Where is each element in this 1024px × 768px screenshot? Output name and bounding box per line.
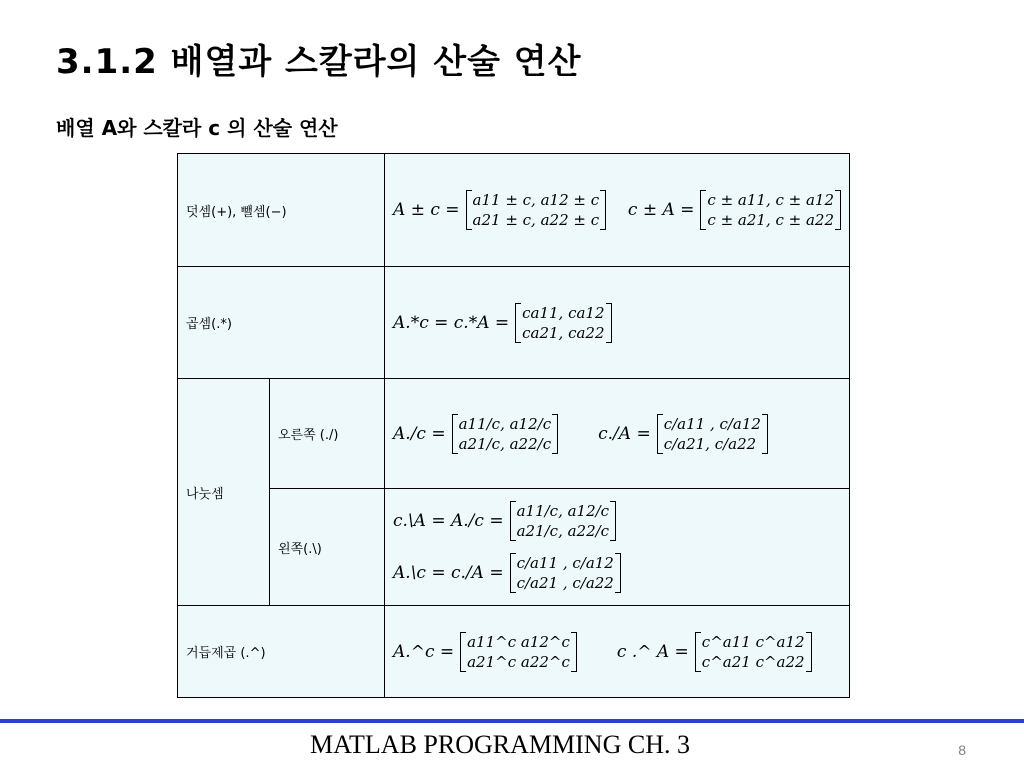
formula-cell-add-sub [385,154,850,267]
formula-lhs: A ± c = [393,200,460,220]
matrix-row: c/a21 , c/a22 [516,574,614,592]
row-label-multiply: 곱셈(.*) [178,267,385,379]
matrix [510,553,621,593]
matrix-row: c^a11 c^a12 [701,632,805,651]
matrix-row: c ± a11, c ± a12 [707,191,835,209]
matrix [695,632,812,672]
formula-lhs: c ± A = [627,200,695,220]
formula-cell-right-divide [385,379,850,489]
sub-label-left-divide: 왼쪽(.\) [270,489,385,606]
formula-lhs: A.^c = [393,641,455,662]
matrix-row: a11 ± c, a12 ± c [472,191,600,209]
operations-table [177,153,850,698]
formula [393,190,841,230]
matrix-row: ca21, ca22 [522,323,605,342]
formula [393,553,841,593]
row-label-add-sub: 덧셈(+), 뺄셈(−) [178,154,385,267]
matrix-row: c/a11 , c/a12 [516,554,614,572]
row-label-divide: 나눗셈 [178,379,270,606]
matrix-row: c^a21 c^a22 [701,652,805,671]
table-row [178,606,850,698]
matrix-row: c ± a21, c ± a22 [707,211,835,229]
formula-lhs: c.\A = A./c = [393,511,504,531]
matrix [700,190,841,230]
page-number: 8 [958,742,966,758]
matrix [515,303,611,343]
matrix [452,414,559,454]
formula [393,414,841,454]
matrix [510,501,617,541]
formula [393,303,841,343]
footer-title: MATLAB PROGRAMMING CH. 3 [310,730,690,759]
formula-cell-multiply [385,267,850,379]
matrix [460,632,577,672]
matrix-row: a11/c, a12/c [516,502,610,520]
formula-lhs: A./c = [393,423,446,444]
table-row [178,154,850,267]
formula [393,632,841,672]
formula [393,501,841,541]
slide-subtitle: 배열 A와 스칼라 c 의 산술 연산 [56,116,338,140]
slide-title: 3.1.2 배열과 스칼라의 산술 연산 [56,42,582,82]
formula-cell-power [385,606,850,698]
matrix-row: a21/c, a22/c [516,522,610,540]
matrix-row: a11/c, a12/c [458,414,552,433]
matrix-row: a21 ± c, a22 ± c [472,211,600,229]
formula-lhs: A.*c = c.*A = [393,312,510,333]
table-row [178,267,850,379]
operations-table-panel [172,150,854,700]
formula-stack [393,501,841,593]
matrix [657,414,768,454]
table-row [178,489,850,606]
matrix-row: a21^c a22^c [467,652,570,671]
formula-cell-left-divide [385,489,850,606]
footer-divider [0,719,1024,723]
matrix-row: ca11, ca12 [522,303,605,322]
formula-lhs: c./A = [598,423,651,444]
matrix-row: a11^c a12^c [467,632,570,651]
matrix-row: c/a11 , c/a12 [663,414,761,433]
table-row [178,379,850,489]
row-label-power: 거듭제곱 (.^) [178,606,385,698]
formula-lhs: A.\c = c./A = [393,563,504,583]
matrix [466,190,607,230]
matrix-row: c/a21, c/a22 [663,434,757,453]
formula-lhs: c .^ A = [616,641,689,662]
matrix-row: a21/c, a22/c [458,434,552,453]
sub-label-right-divide: 오른쪽 (./) [270,379,385,489]
